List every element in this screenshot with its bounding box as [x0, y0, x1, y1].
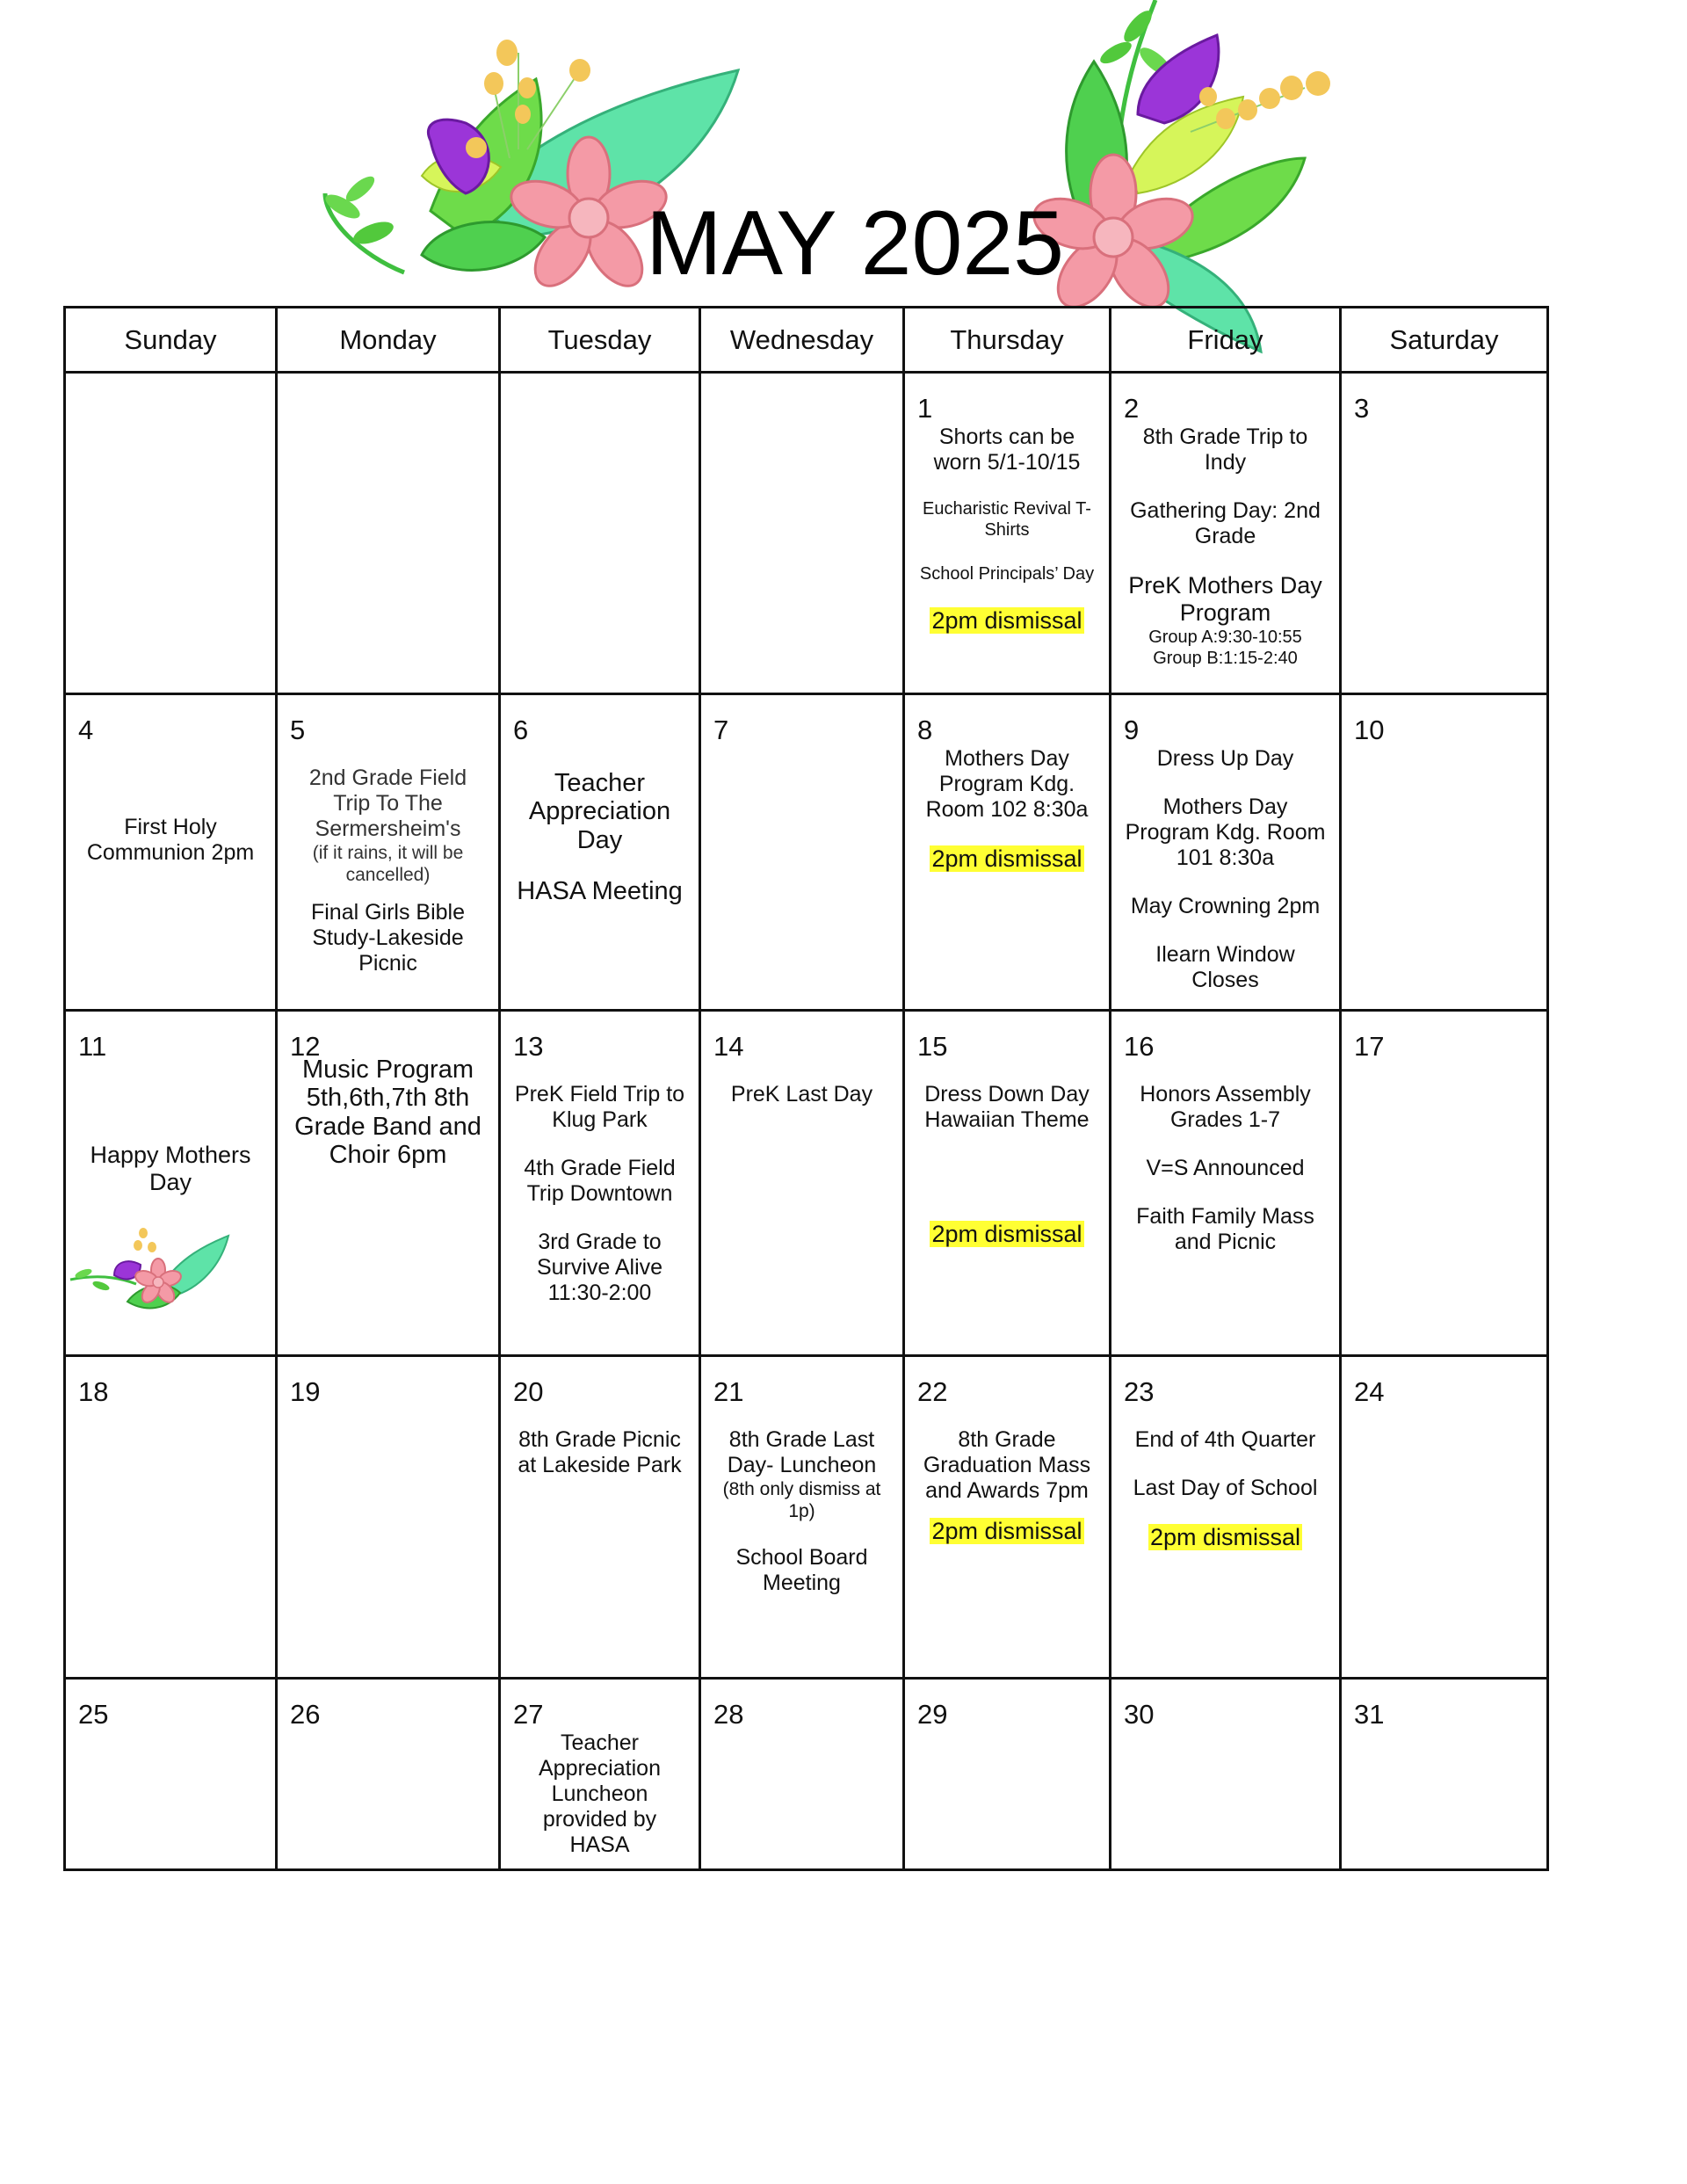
- day-number: 20: [513, 1376, 544, 1407]
- day-cell: [65, 694, 277, 1011]
- day-cell: [1341, 1356, 1548, 1679]
- day-number: 29: [917, 1699, 948, 1730]
- day-cell: [65, 1679, 277, 1870]
- weekday-header: Sunday: [65, 308, 277, 373]
- day-number: 28: [713, 1699, 744, 1730]
- day-number: 11: [78, 1031, 107, 1062]
- day-cell: [65, 1356, 277, 1679]
- day-cell: [277, 1679, 500, 1870]
- dismissal-badge: 2pm dismissal: [931, 1220, 1082, 1247]
- dismissal-badge: 2pm dismissal: [931, 1517, 1082, 1544]
- day-cell: [1111, 694, 1341, 1011]
- day-number: 7: [713, 715, 729, 745]
- day-cell: [1111, 373, 1341, 694]
- event-text: 2nd Grade Field Trip To The Sermersheim's: [308, 765, 467, 841]
- event-text: School Principals’ Day: [919, 563, 1095, 584]
- event-text: Dress Up Day: [1156, 745, 1294, 771]
- event-text: PreK Last Day: [730, 1081, 873, 1107]
- day-number: 24: [1354, 1376, 1385, 1407]
- weekday-header: Saturday: [1341, 308, 1548, 373]
- event-text: 8th Grade Trip to Indy: [1142, 424, 1308, 475]
- day-cell: [500, 1011, 700, 1356]
- day-number: 13: [513, 1031, 544, 1062]
- event-text: Eucharistic Revival T-Shirts: [923, 498, 1091, 540]
- calendar-grid: [63, 306, 1549, 1871]
- empty-day-cell: [65, 373, 277, 694]
- empty-day-cell: [500, 373, 700, 694]
- day-cell: [1111, 1356, 1341, 1679]
- day-number: 14: [713, 1031, 744, 1062]
- day-cell: [277, 1356, 500, 1679]
- day-number: 9: [1124, 715, 1140, 745]
- event-text: Group A:9:30-10:55: [1148, 628, 1302, 648]
- event-text: Honors Assembly Grades 1-7: [1140, 1081, 1311, 1132]
- dismissal-badge: 2pm dismissal: [1149, 1523, 1301, 1550]
- week-row: [65, 1011, 1548, 1356]
- day-number: 10: [1354, 715, 1385, 745]
- day-cell: [277, 694, 500, 1011]
- event-text: Teacher Appreciation Luncheon provided by HASA: [539, 1730, 661, 1857]
- empty-day-cell: [277, 373, 500, 694]
- event-text: Group B:1:15-2:40: [1153, 649, 1298, 669]
- weekday-header: Friday: [1111, 308, 1341, 373]
- day-number: 23: [1124, 1376, 1155, 1407]
- event-text: Mothers Day Program Kdg. Room 102 8:30a: [925, 745, 1089, 822]
- day-number: 26: [290, 1699, 321, 1730]
- event-text: Shorts can be worn 5/1-10/15: [933, 424, 1081, 475]
- event-text: 3rd Grade to Survive Alive 11:30-2:00: [536, 1229, 663, 1305]
- event-text: First Holy Communion 2pm: [86, 814, 255, 865]
- week-row: [65, 694, 1548, 1011]
- week-row: [65, 1356, 1548, 1679]
- day-cell: [700, 1679, 904, 1870]
- event-text: Last Day of School: [1133, 1475, 1318, 1500]
- day-number: 27: [513, 1699, 544, 1730]
- day-cell: [904, 1011, 1111, 1356]
- day-cell: [1341, 1011, 1548, 1356]
- day-number: 31: [1354, 1699, 1385, 1730]
- small-flower-icon: [66, 1223, 233, 1319]
- day-cell: [700, 1356, 904, 1679]
- day-cell: [904, 373, 1111, 694]
- day-cell: [1341, 694, 1548, 1011]
- weekday-header: Monday: [277, 308, 500, 373]
- event-text: Ilearn Window Closes: [1155, 941, 1295, 992]
- event-text: 8th Grade Picnic at Lakeside Park: [518, 1426, 682, 1477]
- week-row: [65, 373, 1548, 694]
- day-number: 25: [78, 1699, 109, 1730]
- weekday-header: Tuesday: [500, 308, 700, 373]
- day-cell: [277, 1011, 500, 1356]
- event-text: Dress Down Day Hawaiian Theme: [924, 1081, 1090, 1132]
- event-text: Final Girls Bible Study-Lakeside Picnic: [310, 900, 466, 976]
- day-cell: [1111, 1011, 1341, 1356]
- day-cell: [700, 694, 904, 1011]
- event-text: Teacher Appreciation Day: [528, 768, 671, 854]
- event-text: PreK Field Trip to Klug Park: [514, 1081, 685, 1132]
- day-number: 12: [290, 1031, 321, 1062]
- day-number: 4: [78, 715, 94, 745]
- dismissal-badge: 2pm dismissal: [931, 606, 1082, 634]
- event-text: Music Program 5th,6th,7th 8th Grade Band and Choir 6pm: [294, 1055, 481, 1170]
- event-text: Gathering Day: 2nd Grade: [1130, 497, 1321, 548]
- day-cell: [500, 1679, 700, 1870]
- dismissal-badge: 2pm dismissal: [931, 845, 1082, 872]
- day-cell: [1341, 1679, 1548, 1870]
- event-text: (8th only dismiss at 1p): [722, 1478, 881, 1521]
- event-text: (if it rains, it will be cancelled): [312, 842, 464, 885]
- event-text: HASA Meeting: [517, 877, 683, 906]
- event-text: V=S Announced: [1146, 1155, 1305, 1180]
- day-number: 8: [917, 715, 933, 745]
- day-cell: [904, 1356, 1111, 1679]
- day-number: 18: [78, 1376, 109, 1407]
- day-number: 30: [1124, 1699, 1155, 1730]
- day-cell: [700, 1011, 904, 1356]
- event-text: 8th Grade Graduation Mass and Awards 7pm: [923, 1426, 1091, 1503]
- event-text: Happy Mothers Day: [90, 1141, 251, 1195]
- day-number: 2: [1124, 393, 1140, 424]
- day-cell: [904, 1679, 1111, 1870]
- day-number: 6: [513, 715, 529, 745]
- day-cell: [904, 694, 1111, 1011]
- event-text: Mothers Day Program Kdg. Room 101 8:30a: [1125, 794, 1326, 870]
- day-number: 5: [290, 715, 306, 745]
- week-row: [65, 1679, 1548, 1870]
- empty-day-cell: [700, 373, 904, 694]
- day-number: 22: [917, 1376, 948, 1407]
- day-number: 1: [917, 393, 933, 424]
- page-title: MAY 2025: [646, 192, 1065, 294]
- day-number: 15: [917, 1031, 948, 1062]
- day-cell: [1111, 1679, 1341, 1870]
- day-number: 19: [290, 1376, 321, 1407]
- weekday-header: Wednesday: [700, 308, 904, 373]
- event-text: School Board Meeting: [735, 1545, 868, 1596]
- weekday-header: Thursday: [904, 308, 1111, 373]
- event-text: Faith Family Mass and Picnic: [1136, 1203, 1314, 1254]
- event-text: End of 4th Quarter: [1134, 1426, 1316, 1452]
- event-text: 4th Grade Field Trip Downtown: [524, 1155, 676, 1206]
- day-cell: [65, 1011, 277, 1356]
- day-cell: [1341, 373, 1548, 694]
- weekday-header-row: [65, 308, 1548, 373]
- day-cell: [500, 694, 700, 1011]
- event-text: May Crowning 2pm: [1130, 893, 1321, 918]
- day-cell: [500, 1356, 700, 1679]
- day-number: 21: [713, 1376, 744, 1407]
- event-text: 8th Grade Last Day- Luncheon: [727, 1426, 877, 1477]
- day-number: 3: [1354, 393, 1370, 424]
- event-text: PreK Mothers Day Program: [1128, 571, 1322, 626]
- day-number: 16: [1124, 1031, 1155, 1062]
- day-number: 17: [1354, 1031, 1385, 1062]
